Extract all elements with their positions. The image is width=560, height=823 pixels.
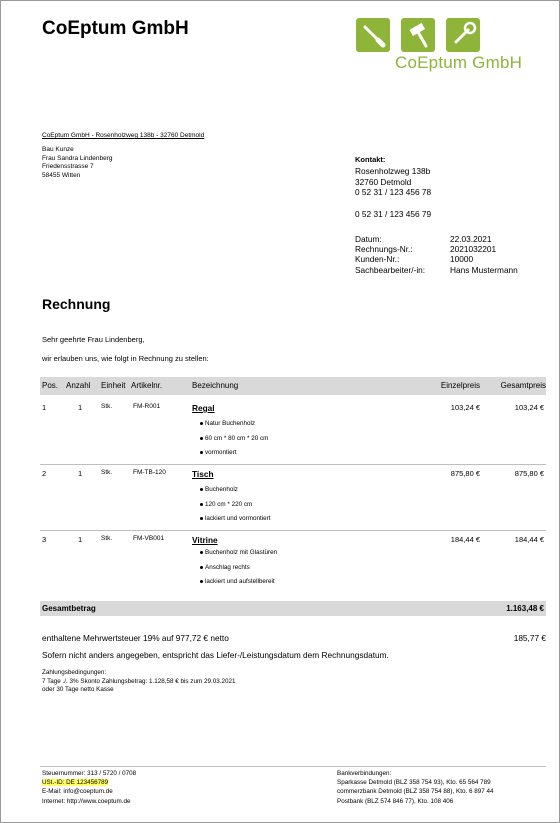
vat-amount: 185,77 €	[513, 633, 546, 643]
cell-total: 875,80 €	[514, 469, 544, 478]
item-details	[205, 486, 270, 530]
contact-line: 32760 Detmold	[355, 176, 412, 187]
cell-unit: Stk.	[101, 535, 113, 542]
detail-bullet: Anschlag rechts	[205, 564, 277, 579]
cell-unit: Stk.	[101, 469, 113, 476]
detail-bullet: lackiert und vormontiert	[205, 515, 270, 530]
contact-line: Rosenholzweg 138b	[355, 165, 431, 176]
email: E-Mail: info@coeptum.de	[42, 788, 113, 796]
footer-left	[42, 769, 136, 806]
meta-key: Kunden-Nr.:	[355, 254, 400, 265]
company-title: CoEptum GmbH	[42, 18, 189, 39]
table-header	[40, 377, 546, 395]
cell-article: FM-R001	[133, 403, 161, 410]
cell-article: FM-TB-120	[133, 469, 166, 476]
bank-line: Postbank (BLZ 574 846 77), Kto. 108 406	[337, 797, 454, 805]
screwdriver-icon	[356, 18, 390, 52]
contact-block	[355, 155, 431, 220]
recipient-line: Bau Kunze	[42, 146, 74, 153]
detail-bullet: vormontiert	[205, 449, 268, 464]
intro-text: wir erlauben uns, wie folgt in Rechnung zu stellen:	[42, 354, 209, 363]
meta-key: Rechnungs-Nr.:	[355, 244, 413, 255]
recipient-line: 58455 Witten	[42, 171, 81, 179]
contact-line: 0 52 31 / 123 456 78	[355, 187, 432, 198]
header-qty: Anzahl	[66, 381, 91, 390]
header-price: Einzelpreis	[440, 381, 480, 390]
meta-value: 22.03.2021	[450, 234, 492, 244]
greeting: Sehr geehrte Frau Lindenberg,	[42, 335, 145, 344]
meta-key: Sachbearbeiter/-in:	[355, 264, 426, 275]
vat-id: USt.-ID: DE 123456789	[42, 779, 109, 787]
payment-terms	[42, 669, 235, 695]
cell-pos: 3	[42, 535, 47, 544]
meta-value: Hans Mustermann	[450, 264, 518, 275]
contact-label: Kontakt:	[355, 155, 386, 164]
payment-line: Zahlungsbedingungen:	[42, 669, 107, 676]
total-value: 1.163,48 €	[506, 604, 544, 613]
header-total: Gesamtpreis	[500, 381, 546, 390]
detail-bullet: Natur Buchenholz	[205, 420, 268, 435]
meta-value: 2021032201	[450, 244, 497, 255]
contact-line: 0 52 31 / 123 456 79	[355, 208, 432, 219]
meta-row	[355, 265, 518, 275]
cell-price: 875,80 €	[450, 469, 480, 478]
detail-bullet: 60 cm * 80 cm * 20 cm	[205, 435, 268, 450]
bank-label: Bankverbindungen:	[337, 770, 392, 777]
detail-bullet: 120 cm * 220 cm	[205, 501, 270, 516]
item-name: Tisch	[192, 469, 214, 479]
header-article: Artikelnr.	[131, 381, 163, 390]
item-details	[205, 549, 277, 593]
item-name: Vitrine	[192, 535, 218, 545]
footer-divider	[40, 766, 546, 767]
vat-text: enthaltene Mehrwertsteuer 19% auf 977,72 € netto	[42, 633, 229, 643]
cell-total: 184,44 €	[514, 535, 544, 544]
row-divider	[40, 530, 546, 531]
document-title: Rechnung	[42, 296, 111, 312]
recipient-line: Frau Sandra Lindenberg	[42, 154, 113, 162]
header-unit: Einheit	[101, 381, 126, 390]
detail-bullet: lackiert und aufstellbereit	[205, 578, 277, 593]
cell-total: 103,24 €	[514, 403, 544, 412]
bank-line: Sparkasse Detmold (BLZ 358 754 93), Kto. 65 564 789	[337, 779, 491, 787]
cell-pos: 1	[42, 403, 47, 412]
meta-row	[355, 234, 518, 244]
detail-bullet: Buchenholz	[205, 486, 270, 501]
bank-line: commerzbank Detmold (BLZ 358 754 88), Kto. 6 897 44	[337, 788, 494, 796]
tax-number: Steuernummer: 313 / 5720 / 0708	[42, 770, 137, 777]
item-details	[205, 420, 268, 464]
cell-price: 184,44 €	[450, 535, 480, 544]
website: Internet: http://www.coeptum.de	[42, 797, 131, 805]
recipient-line: Friedensstrasse 7	[42, 163, 94, 171]
hammer-icon	[401, 18, 435, 52]
delivery-notice: Sofern nicht anders angegeben, entspricht das Liefer-/Leistungsdatum dem Rechnungsdatum.	[42, 650, 389, 660]
row-divider	[40, 464, 546, 465]
meta-key: Datum:	[355, 234, 382, 244]
footer-right	[337, 769, 493, 806]
invoice-meta	[355, 234, 518, 275]
contact-spacer	[355, 198, 431, 209]
cell-pos: 2	[42, 469, 47, 478]
wrench-icon	[446, 18, 480, 52]
meta-row	[355, 254, 518, 264]
payment-line: 7 Tage ./. 3% Skonto Zahlungsbetrag: 1.128,58 € bis zum 29.03.2021	[42, 677, 236, 685]
payment-line: oder 30 Tage netto Kasse	[42, 686, 114, 694]
cell-article: FM-VB001	[133, 535, 165, 542]
cell-price: 103,24 €	[450, 403, 480, 412]
cell-qty: 1	[78, 469, 83, 478]
total-label: Gesamtbetrag	[42, 604, 96, 613]
header-desc: Bezeichnung	[192, 381, 239, 390]
detail-bullet: Buchenholz mit Glastüren	[205, 549, 277, 564]
total-row	[40, 601, 546, 616]
cell-qty: 1	[78, 535, 83, 544]
meta-value: 10000	[450, 254, 474, 265]
logo-text: CoEptum GmbH	[395, 53, 523, 72]
meta-row	[355, 244, 518, 254]
header-pos: Pos.	[42, 381, 59, 390]
recipient-address	[42, 146, 112, 180]
sender-address-line: CoEptum GmbH - Rosenholzweg 138b - 32760 Detmold	[42, 132, 205, 139]
company-logo	[356, 18, 552, 76]
cell-qty: 1	[78, 403, 83, 412]
cell-unit: Stk.	[101, 403, 113, 410]
item-name: Regal	[192, 403, 215, 413]
